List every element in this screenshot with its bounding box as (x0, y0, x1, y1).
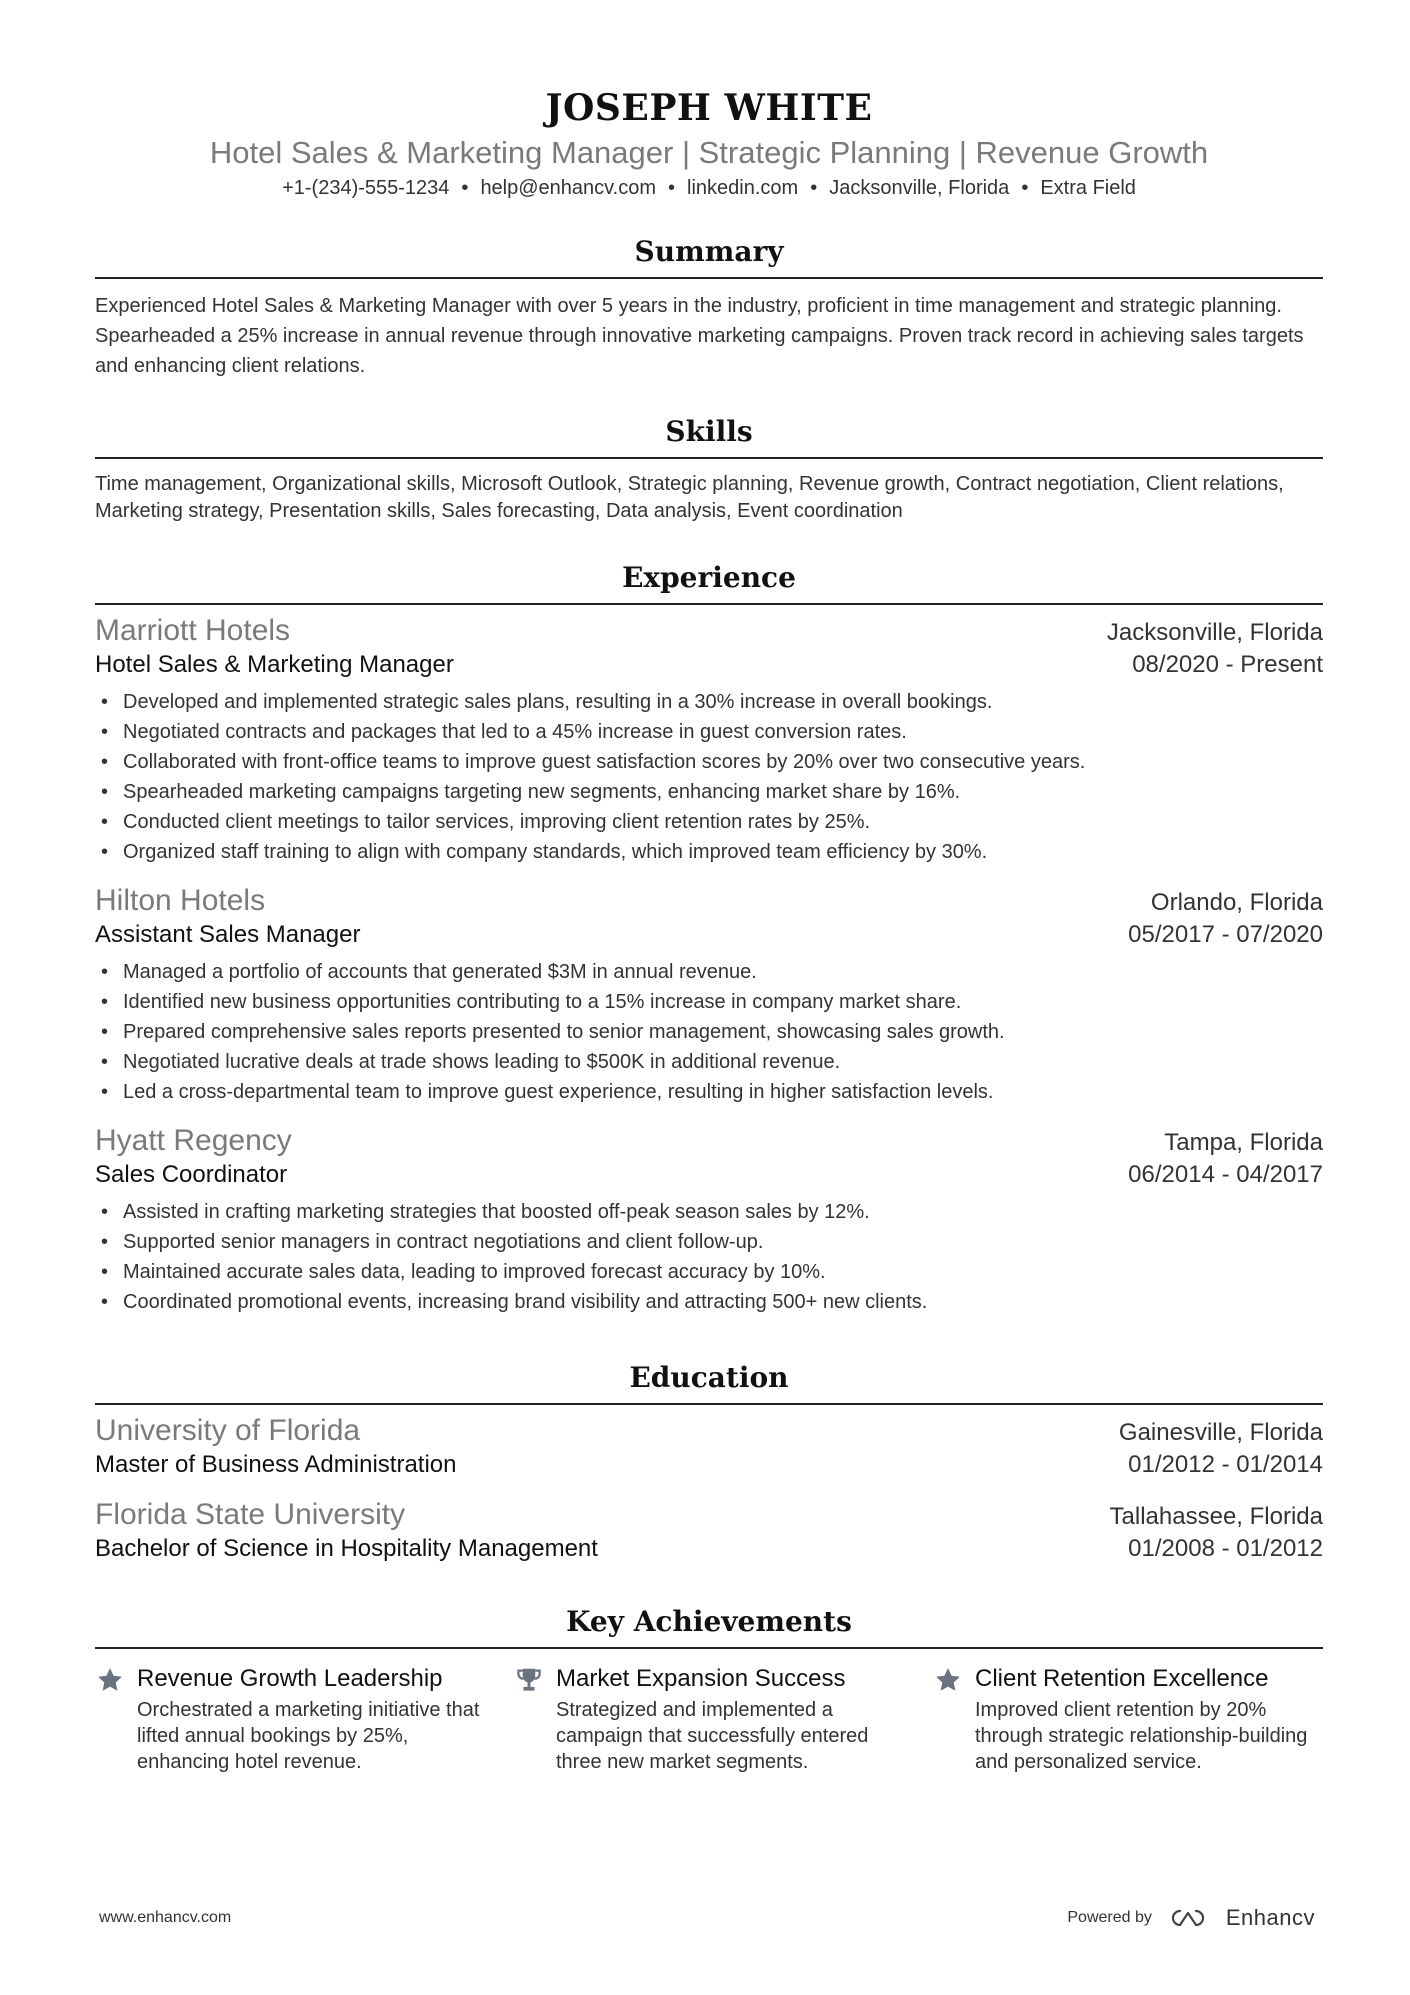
contact-line (95, 175, 1323, 201)
bullet-item: • Prepared comprehensive sales reports presented to senior management, showcasing sales growth. (95, 1017, 1323, 1047)
powered-by-label: Powered by (1067, 1909, 1152, 1926)
section-title-skills: Skills (665, 415, 753, 448)
summary-text: Experienced Hotel Sales & Marketing Manager with over 5 years in the industry, proficient in time management and strategic planning. Spearheaded a 25% increase in annual revenue through innovative marketing campaigns. Proven track record in achieving sales targets and enhancing client relations. (95, 295, 1304, 377)
education-entry (95, 1413, 1323, 1481)
page-footer (99, 1905, 1315, 1931)
contact-phone[interactable]: +1-(234)-555-1234 (282, 177, 450, 199)
bullet-item: • Led a cross-departmental team to improve guest experience, resulting in higher satisfaction levels. (95, 1077, 1323, 1107)
bullet-item: • Identified new business opportunities contributing to a 15% increase in company market share. (95, 987, 1323, 1017)
section-divider (95, 1403, 1323, 1405)
company-name: Hilton Hotels (95, 884, 266, 917)
achievement-description: Improved client retention by 20% through strategic relationship-building and personalized service. (975, 1699, 1308, 1773)
school-location: Gainesville, Florida (1118, 1419, 1323, 1446)
job-title: Sales Coordinator (95, 1161, 288, 1188)
section-title-education: Education (629, 1361, 789, 1394)
section-title-achievements: Key Achievements (566, 1605, 852, 1638)
bullet-item: • Assisted in crafting marketing strategies that boosted off-peak season sales by 12%. (95, 1197, 1323, 1227)
section-divider (95, 603, 1323, 605)
enhancv-logo-icon (1166, 1907, 1212, 1929)
candidate-headline: Hotel Sales & Marketing Manager | Strategic Planning | Revenue Growth (209, 135, 1209, 170)
section-divider (95, 1647, 1323, 1649)
achievement-description: Orchestrated a marketing initiative that lifted annual bookings by 25%, enhancing hotel revenue. (137, 1699, 480, 1773)
achievement-item (933, 1663, 1323, 1775)
school-name: Florida State University (95, 1498, 406, 1531)
footer-website-link[interactable]: www.enhancv.com (99, 1909, 232, 1926)
trophy-icon (514, 1665, 544, 1695)
contact-location: Jacksonville, Florida (829, 177, 1010, 199)
bullet-item: • Developed and implemented strategic sales plans, resulting in a 30% increase in overall bookings. (95, 687, 1323, 717)
achievement-item (514, 1663, 904, 1775)
bullet-item: • Organized staff training to align with company standards, which improved team efficiency by 30%. (95, 837, 1323, 867)
star-icon (95, 1665, 125, 1695)
school-location: Tallahassee, Florida (1109, 1503, 1323, 1530)
star-icon (933, 1665, 963, 1695)
enhancv-brand[interactable]: Enhancv (1225, 1905, 1315, 1930)
job-location: Orlando, Florida (1150, 889, 1323, 916)
experience-entry (95, 1123, 1323, 1317)
job-dates: 05/2017 - 07/2020 (1128, 921, 1323, 948)
bullet-item: • Negotiated contracts and packages that led to a 45% increase in guest conversion rates. (95, 717, 1323, 747)
section-title-summary: Summary (634, 235, 784, 268)
bullet-item: • Supported senior managers in contract negotiations and client follow-up. (95, 1227, 1323, 1257)
degree-name: Bachelor of Science in Hospitality Management (95, 1535, 598, 1562)
resume-header (95, 0, 1323, 201)
job-dates: 08/2020 - Present (1132, 651, 1323, 678)
achievement-title: Revenue Growth Leadership (137, 1665, 443, 1692)
separator-dot: • (461, 177, 469, 199)
job-location: Tampa, Florida (1164, 1129, 1323, 1156)
section-title-experience: Experience (622, 561, 796, 594)
achievement-title: Client Retention Excellence (975, 1665, 1269, 1692)
bullet-item: • Conducted client meetings to tailor services, improving client retention rates by 25%. (95, 807, 1323, 837)
contact-linkedin[interactable]: linkedin.com (687, 177, 799, 199)
job-bullets (95, 1197, 1323, 1317)
experience-entry (95, 613, 1323, 867)
education-section (95, 1361, 1323, 1565)
resume-page (95, 0, 1323, 1995)
education-entry (95, 1497, 1323, 1565)
bullet-item: • Negotiated lucrative deals at trade shows leading to $500K in additional revenue. (95, 1047, 1323, 1077)
achievement-description: Strategized and implemented a campaign that successfully entered three new market segments. (556, 1699, 869, 1773)
education-dates: 01/2008 - 01/2012 (1128, 1535, 1323, 1562)
summary-section (95, 235, 1323, 381)
bullet-item: • Managed a portfolio of accounts that generated $3M in annual revenue. (95, 957, 1323, 987)
footer-branding (1067, 1905, 1315, 1931)
company-name: Hyatt Regency (95, 1124, 292, 1157)
candidate-name: JOSEPH WHITE (545, 87, 873, 129)
job-title: Hotel Sales & Marketing Manager (95, 651, 454, 678)
bullet-item: • Spearheaded marketing campaigns targeting new segments, enhancing market share by 16%. (95, 777, 1323, 807)
achievements-section (95, 1605, 1323, 1775)
separator-dot: • (1021, 177, 1029, 199)
job-location: Jacksonville, Florida (1106, 619, 1323, 646)
separator-dot: • (668, 177, 676, 199)
contact-email[interactable]: help@enhancv.com (480, 177, 657, 199)
school-name: University of Florida (95, 1414, 361, 1447)
job-bullets (95, 957, 1323, 1107)
job-title: Assistant Sales Manager (95, 921, 361, 948)
job-dates: 06/2014 - 04/2017 (1128, 1161, 1323, 1188)
bullet-item: • Coordinated promotional events, increasing brand visibility and attracting 500+ new clients. (95, 1287, 1323, 1317)
skills-text: Time management, Organizational skills, Microsoft Outlook, Strategic planning, Revenue growth, Contract negotiation, Client relations, Marketing strategy, Presentation skills, Sales forecasting, Data analysis, Event coordination (95, 473, 1284, 522)
separator-dot: • (810, 177, 818, 199)
bullet-item: • Maintained accurate sales data, leading to improved forecast accuracy by 10%. (95, 1257, 1323, 1287)
section-divider (95, 277, 1323, 279)
degree-name: Master of Business Administration (95, 1451, 457, 1478)
achievement-title: Market Expansion Success (556, 1665, 846, 1692)
skills-section (95, 415, 1323, 525)
bullet-item: • Collaborated with front-office teams to improve guest satisfaction scores by 20% over two consecutive years. (95, 747, 1323, 777)
education-dates: 01/2012 - 01/2014 (1128, 1451, 1323, 1478)
achievement-item (95, 1663, 485, 1775)
section-divider (95, 457, 1323, 459)
job-bullets (95, 687, 1323, 867)
experience-section (95, 561, 1323, 1317)
experience-entry (95, 883, 1323, 1107)
company-name: Marriott Hotels (95, 614, 291, 647)
contact-extra: Extra Field (1040, 177, 1136, 199)
